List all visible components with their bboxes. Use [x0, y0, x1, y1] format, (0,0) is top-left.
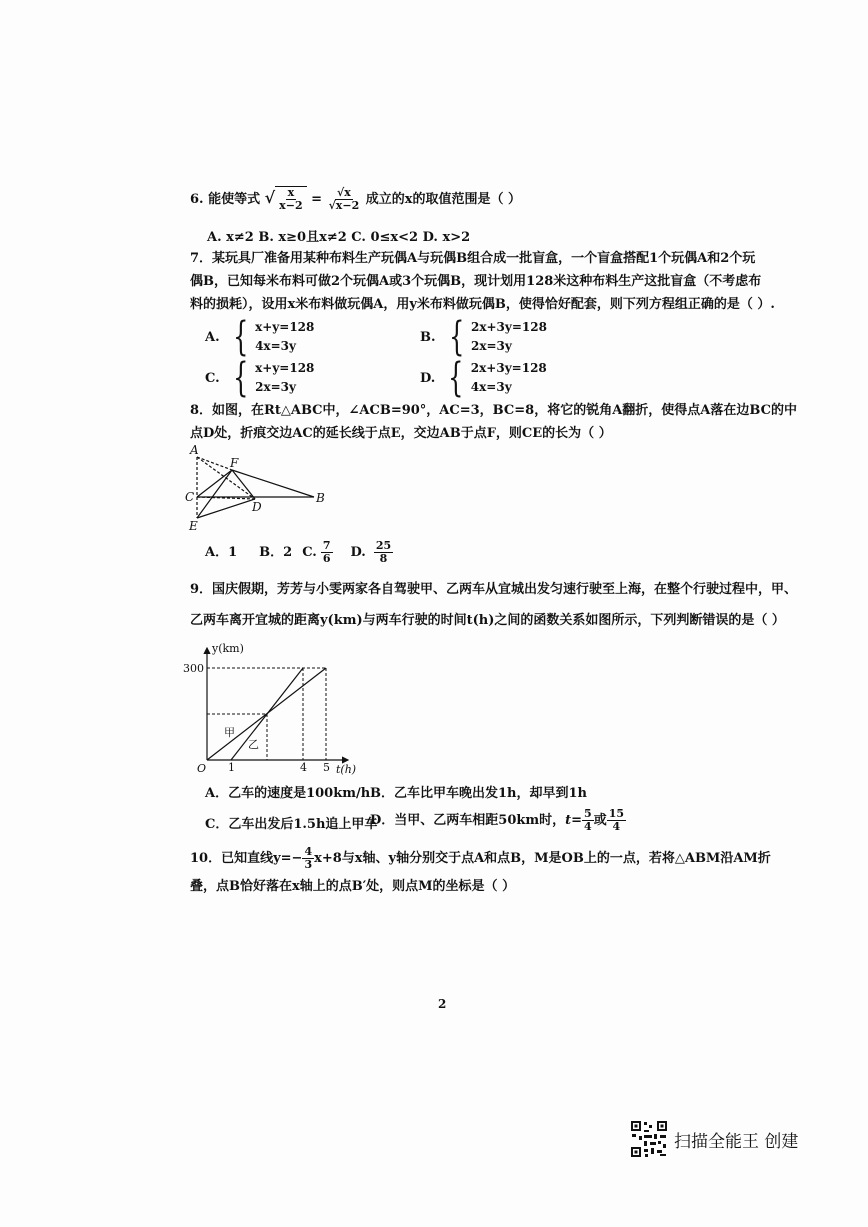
- q8-options: [205, 540, 393, 565]
- q9-option-d-frac2: [607, 808, 626, 833]
- q10-frac-den: 3: [304, 858, 313, 871]
- x-tick-5: 5: [323, 761, 330, 774]
- q8-option-d-frac: [374, 540, 393, 565]
- q10-frac-num: 4: [304, 845, 313, 858]
- q7-option-d-label: D.: [420, 370, 436, 386]
- q8-line2: 点D处，折痕交边AC的延长线于点E，交边AB于点F，则CE的长为（ ）: [190, 426, 612, 441]
- page-number: 2: [438, 997, 447, 1011]
- q6-options: A. x≠2 B. x≥0且x≠2 C. 0≤x<2 D. x>2: [207, 230, 471, 245]
- label-b: B: [316, 491, 325, 505]
- qr-code-icon: [630, 1120, 668, 1158]
- origin-label: O: [197, 762, 207, 775]
- q8-d-den: 8: [379, 552, 388, 565]
- y-tick-300: 300: [183, 662, 204, 675]
- q8-option-d-label: D.: [350, 544, 366, 560]
- q7-option-a: [205, 314, 315, 360]
- label-e: E: [189, 519, 198, 533]
- q7-line3: 料的损耗），设用x米布料做玩偶A，用y米布料做玩偶B，使得恰好配套，则下列方程组正确的是（ ）.: [190, 297, 775, 312]
- q8-option-c-frac: [321, 540, 333, 565]
- q6-lhs-num: x: [287, 186, 295, 199]
- q9-graph: [180, 640, 360, 780]
- q9-d-f1-num: 5: [584, 807, 592, 820]
- x-tick-4: 4: [300, 761, 307, 774]
- q7-a-row1: x+y=128: [255, 320, 315, 334]
- q9-line1: 9．国庆假期，芳芳与小雯两家各自驾驶甲、乙两车从宜城出发匀速行驶至上海，在整个行驶过程中，甲、: [190, 582, 798, 597]
- sqrt-sign-icon: √: [264, 188, 276, 207]
- brace-icon: {: [232, 355, 249, 401]
- q9-line2: 乙两车离开宜城的距离y(km)与两车行驶的时间t(h)之间的函数关系如图所示，下列判断错误的是（ ）: [190, 613, 785, 628]
- q7-option-c: [205, 355, 315, 401]
- label-jia: 甲: [224, 726, 235, 739]
- label-f: F: [230, 456, 239, 470]
- q8-line1: 8．如图，在Rt△ABC中，∠ACB=90°，AC=3，BC=8，将它的锐角A翻折，使得点A落在边BC的中: [190, 403, 797, 418]
- q7-d-row1: 2x+3y=128: [470, 361, 547, 375]
- q6-rhs-den: √x−2: [328, 199, 360, 212]
- q9-option-c: C．乙车出发后1.5h追上甲车: [205, 817, 378, 832]
- q6-prefix: 能使等式: [208, 192, 261, 207]
- q10-prefix: 10．已知直线y=−: [190, 850, 303, 866]
- brace-icon: {: [448, 355, 464, 401]
- q9-d-f2-num: 15: [608, 807, 625, 820]
- q7-option-a-label: A.: [205, 329, 220, 345]
- q9-option-d-or: 或: [593, 812, 607, 828]
- q7-a-row2: 4x=3y: [255, 339, 296, 353]
- segment-ed: [197, 499, 255, 518]
- q7-b-row1: 2x+3y=128: [470, 320, 547, 334]
- q9-option-d-prefix: D．当甲、乙两车相距50km时，: [370, 812, 566, 828]
- q6-lhs-den: x−2: [279, 199, 303, 212]
- q8-d-num: 25: [375, 539, 392, 552]
- q6-rhs: [327, 187, 362, 212]
- q6-suffix: 成立的x的取值范围是（ ）: [365, 192, 522, 207]
- q7-line2: 偶B，已知每米布料可做2个玩偶A或3个玩偶B，现计划用128米这种布料生产这批盲盒（不考虑布: [190, 274, 762, 289]
- segment-cf: [197, 470, 232, 497]
- brace-icon: {: [232, 314, 248, 360]
- segment-fb: [232, 470, 314, 497]
- watermark-text: 扫描全能王 创建: [674, 1131, 799, 1152]
- q8-option-c-label: C.: [302, 544, 317, 560]
- q6-equals: =: [311, 192, 323, 207]
- q10-line1: [190, 846, 771, 871]
- q8-c-num: 7: [322, 539, 331, 552]
- segment-af: [197, 457, 232, 470]
- q6-number: 6.: [190, 192, 204, 207]
- q8-option-b: B．2: [259, 544, 293, 560]
- q9-d-f2-den: 4: [612, 820, 621, 833]
- q8-option-a: A．1: [205, 544, 238, 560]
- q9-option-d-t: t=: [565, 812, 583, 828]
- label-yi: 乙: [248, 738, 259, 751]
- x-tick-1: 1: [228, 761, 235, 774]
- q7-option-b-label: B.: [420, 329, 436, 345]
- q7-c-row2: 2x=3y: [255, 380, 296, 394]
- q9-option-d-frac1: [582, 808, 594, 833]
- label-c: C: [185, 490, 195, 504]
- q9-d-f1-den: 4: [584, 820, 592, 833]
- q7-d-row2: 4x=3y: [470, 380, 512, 394]
- y-axis-label: y(km): [212, 642, 244, 655]
- watermark: [630, 1120, 798, 1158]
- q8-triangle-figure: [180, 440, 340, 535]
- segment-ef: [197, 470, 232, 518]
- q10-frac: [302, 846, 314, 871]
- q7-line1: 7．某玩具厂准备用某种布料生产玩偶A与玩偶B组合成一批盲盒，一个盲盒搭配1个玩偶A和2个玩: [190, 251, 756, 266]
- q7-c-row1: x+y=128: [255, 361, 315, 375]
- q6-lhs-radicand: [275, 186, 306, 212]
- q7-option-c-label: C.: [205, 370, 220, 386]
- q6-rhs-num: √x: [337, 186, 351, 199]
- q7-option-b: [420, 314, 547, 360]
- label-d: D: [252, 500, 262, 514]
- q10-rest: x+8与x轴、y轴分别交于点A和点B，M是OB上的一点，若将△ABM沿AM折: [314, 850, 771, 866]
- q7-option-d: [420, 355, 547, 401]
- q9-option-d: [370, 808, 626, 833]
- q8-c-den: 6: [322, 552, 331, 565]
- q9-option-a: A．乙车的速度是100km/h: [205, 786, 371, 801]
- q7-b-row2: 2x=3y: [470, 339, 512, 353]
- q10-line2: 叠，点B恰好落在x轴上的点B′处，则点M的坐标是（ ）: [190, 879, 516, 894]
- q6-stem: [190, 186, 521, 212]
- t-axis-label: t(h): [336, 763, 357, 776]
- brace-icon: {: [448, 314, 464, 360]
- label-a: A: [190, 443, 199, 457]
- q9-option-b: B．乙车比甲车晚出发1h，却早到1h: [370, 786, 587, 801]
